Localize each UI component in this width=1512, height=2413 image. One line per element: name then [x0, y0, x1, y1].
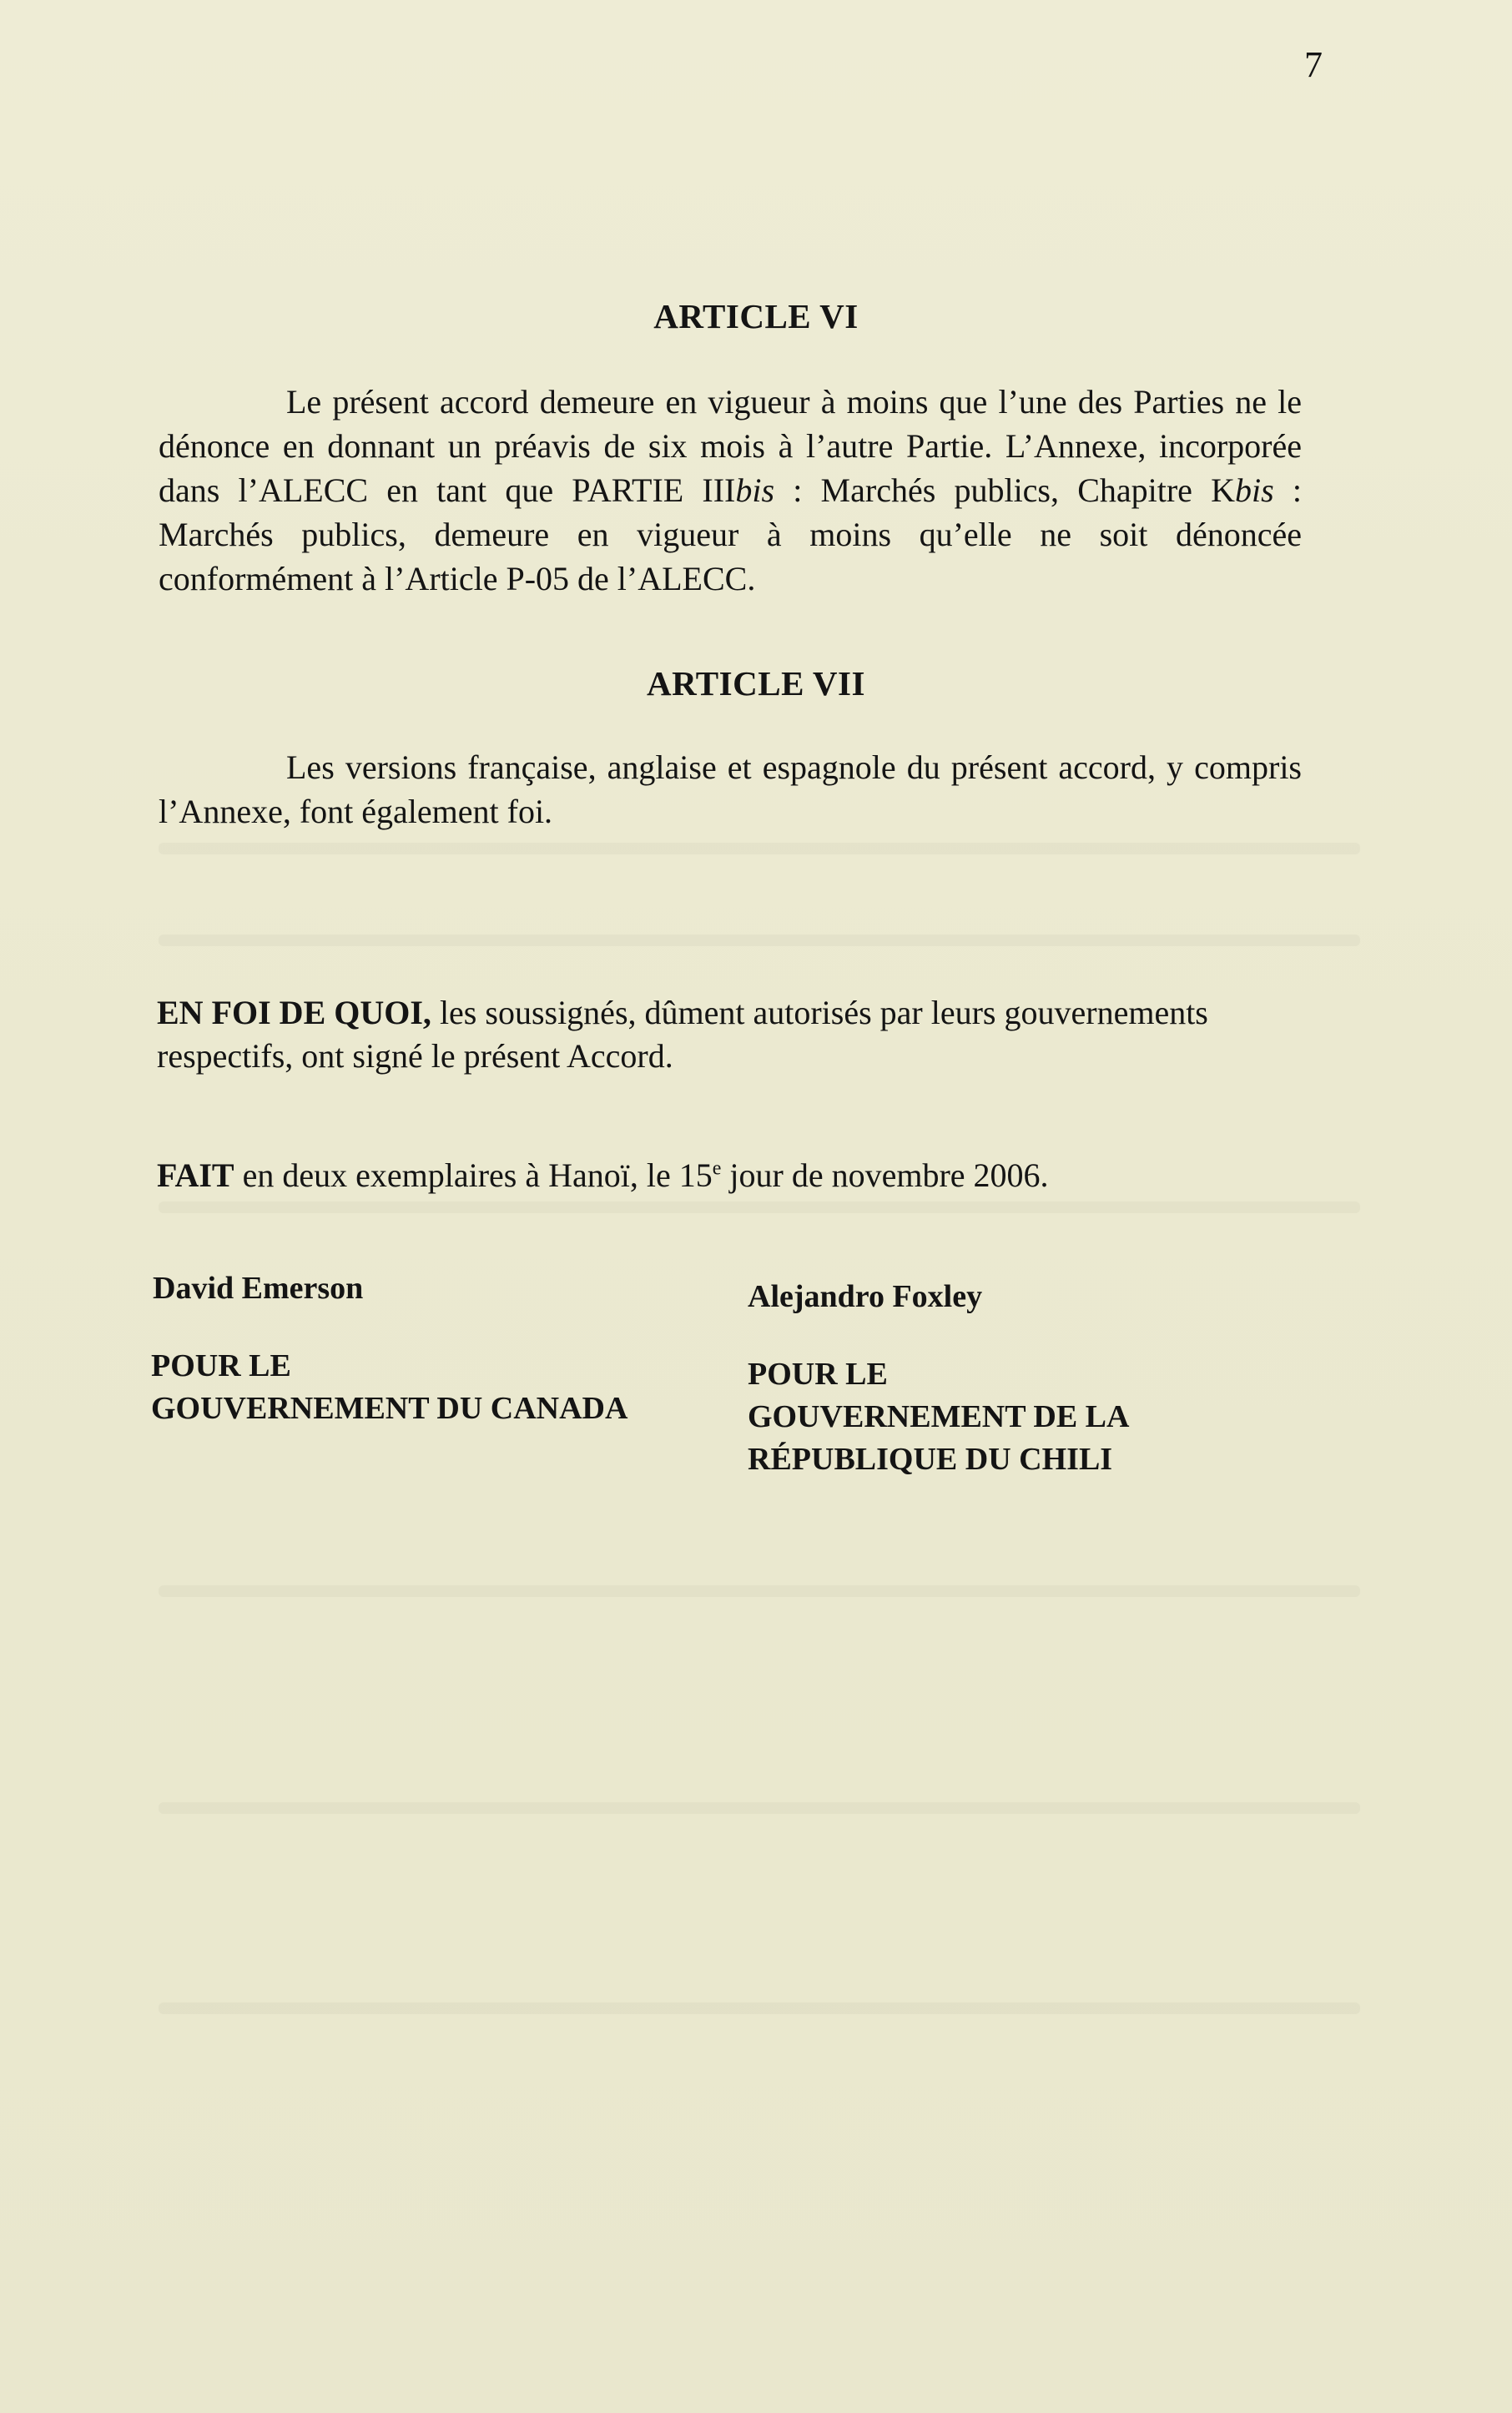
signatory-right-line: RÉPUBLIQUE DU CHILI	[748, 1442, 1113, 1477]
page-number: 7	[1304, 44, 1323, 85]
signatory-left-name: David Emerson	[153, 1271, 364, 1306]
article-vi-text-part: : Marchés publics, demeure en vigueur à moins qu’elle ne soit dénoncée conformément à l’Article P-05 de l’ALECC.	[159, 471, 1302, 597]
done-at-text: jour de novembre 2006.	[721, 1156, 1049, 1194]
witness-lead: EN FOI DE QUOI,	[157, 994, 431, 1031]
signatory-right-line: GOUVERNEMENT DE LA	[748, 1399, 1130, 1434]
article-vi-heading: ARTICLE VI	[653, 297, 859, 335]
witness-text: les soussignés, dûment autorisés par leurs gouvernements respectifs, ont signé le présent Accord.	[157, 994, 1208, 1075]
article-vi-italic: bis	[1235, 471, 1274, 509]
bleed-through	[159, 934, 1360, 946]
date-superscript: e	[712, 1157, 722, 1180]
signatory-left-line: POUR LE	[151, 1348, 291, 1383]
bleed-through	[159, 1201, 1360, 1213]
signatory-left-block	[151, 1345, 627, 1430]
signatory-right-name: Alejandro Foxley	[748, 1279, 983, 1314]
bleed-through	[159, 2002, 1360, 2014]
article-vii-text	[159, 745, 1302, 834]
article-vi-text	[159, 380, 1302, 601]
article-vi-italic: bis	[735, 471, 775, 509]
signatory-left-line: GOUVERNEMENT DU CANADA	[151, 1391, 628, 1426]
article-vi-text-part: Le présent accord demeure en vigueur à moins que l’une des Parties ne le dénonce en donnant un préavis de six mois à l’autre Partie. L’Annexe, incorporée dans l’ALECC en tant que PARTIE III	[159, 383, 1302, 509]
bleed-through	[159, 1802, 1360, 1814]
done-at-text: en deux exemplaires à Hanoï, le 15	[234, 1156, 713, 1194]
bleed-through	[159, 1585, 1360, 1597]
done-at-lead: FAIT	[157, 1156, 234, 1194]
article-vi-text-part: : Marchés publics, Chapitre K	[774, 471, 1235, 509]
article-vii-heading: ARTICLE VII	[647, 664, 865, 703]
signatory-right-block	[748, 1353, 1129, 1481]
signatory-right-line: POUR LE	[748, 1357, 888, 1392]
article-vii-text-content: Les versions française, anglaise et espagnole du présent accord, y compris l’Annexe, font également foi.	[159, 748, 1302, 830]
done-at-clause	[157, 1154, 1325, 1197]
witness-clause	[157, 991, 1308, 1078]
bleed-through	[159, 843, 1360, 854]
